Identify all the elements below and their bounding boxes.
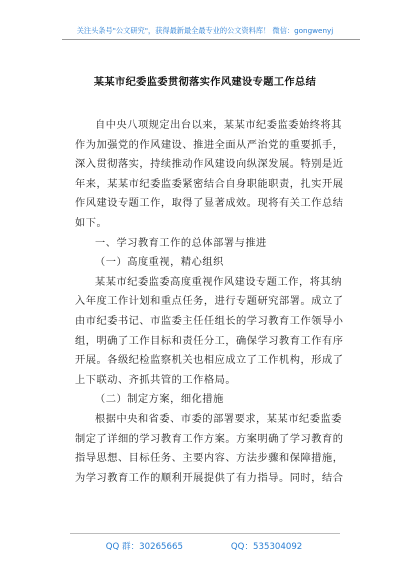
paragraph-line: 自中央八项规定出台以来，某某市纪委监委始终将其 (95, 120, 342, 131)
paragraph-line: 为学习教育工作的顺利开展提供了有力指导。同时，结合 (75, 472, 344, 484)
document-title: 某某市纪委监委贯彻落实作风建设专题工作总结 (93, 76, 317, 88)
paragraph-line: 根据中央和省委、市委的部署要求，某某市纪委监委 (95, 413, 342, 425)
paragraph-line: 指导思想、目标任务、主要内容、方法步骤和保障措施， (75, 453, 344, 465)
footer-qq-group: QQ 群：30265665 (105, 542, 183, 552)
paragraph-line: 作风建设专题工作，取得了显著成效。现将有关工作总结 (75, 198, 344, 210)
paragraph-line: 作为加强党的作风建设、推进全面从严治党的重要抓手， (75, 139, 344, 151)
paragraph-line: 深入贯彻落实，持续推动作风建设向纵深发展。特别是近 (75, 159, 344, 171)
paragraph-line: 由市纪委书记、市监委主任任组长的学习教育工作领导小 (75, 315, 344, 327)
paragraph-line: 如下。 (75, 217, 108, 229)
paragraph-line: 入年度工作计划和重点任务，进行专题研究部署。成立了 (75, 296, 344, 308)
paragraph-line: 上下联动、齐抓共管的工作格局。 (75, 374, 237, 386)
paragraph-line: 开展。各级纪检监察机关也相应成立了工作机构，形成了 (75, 355, 344, 367)
paragraph-line: 组，明确了工作目标和责任分工，确保学习教育工作有序 (75, 335, 344, 347)
footer (0, 540, 408, 552)
header-divider (62, 39, 360, 40)
section-heading: 一、学习教育工作的总体部署与推进 (95, 237, 267, 249)
subsection-heading: （二）制定方案，细化措施 (95, 394, 224, 406)
paragraph-line: 制定了详细的学习教育工作方案。方案明确了学习教育的 (75, 433, 344, 445)
subsection-heading: （一）高度重视，精心组织 (95, 257, 224, 269)
document-body (75, 116, 347, 488)
paragraph-line: 年来，某某市纪委监委紧密结合自身职能职责，扎实开展 (75, 178, 344, 190)
footer-divider (70, 533, 340, 534)
header-banner[interactable]: 关注头条号"公文研究"，获得最新最全最专业的公文资料库！ 微信：gongwenyj (76, 26, 334, 35)
footer-qq: QQ：535304092 (230, 542, 303, 552)
paragraph-line: 某某市纪委监委高度重视作风建设专题工作，将其纳 (95, 276, 342, 288)
